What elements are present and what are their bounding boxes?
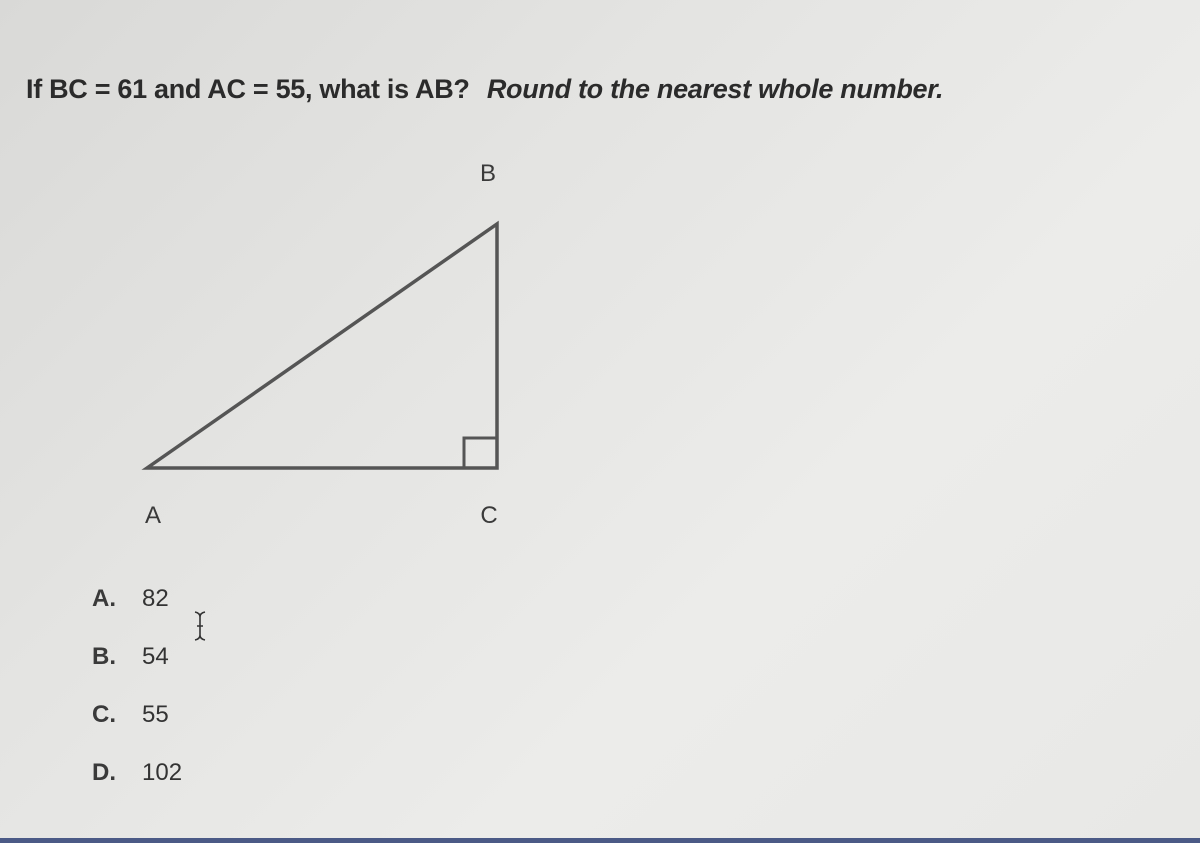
vertex-label-a: A	[144, 502, 162, 529]
choice-letter: A.	[92, 585, 116, 612]
choice-c[interactable]	[92, 701, 182, 759]
vertex-label-b: B	[479, 160, 497, 187]
choice-b[interactable]	[92, 643, 182, 701]
answer-choices	[92, 585, 182, 817]
right-angle-marker	[464, 438, 497, 468]
choice-letter: C.	[92, 701, 116, 728]
text-cursor-icon	[192, 610, 208, 642]
choice-a[interactable]	[92, 585, 182, 643]
choice-value: 55	[142, 701, 169, 728]
choice-value: 102	[142, 759, 183, 786]
choice-letter: D.	[92, 759, 116, 786]
vertex-label-c: C	[480, 502, 498, 529]
question-instruction: Round to the nearest whole number.	[486, 74, 944, 104]
choice-value: 82	[142, 585, 169, 612]
choice-letter: B.	[92, 643, 116, 670]
choice-d[interactable]	[92, 759, 182, 817]
question-prompt: If BC = 61 and AC = 55, what is AB?	[26, 74, 470, 104]
screen-bottom-edge	[0, 838, 1200, 843]
choice-value: 54	[142, 643, 169, 670]
triangle-abc	[147, 224, 497, 468]
